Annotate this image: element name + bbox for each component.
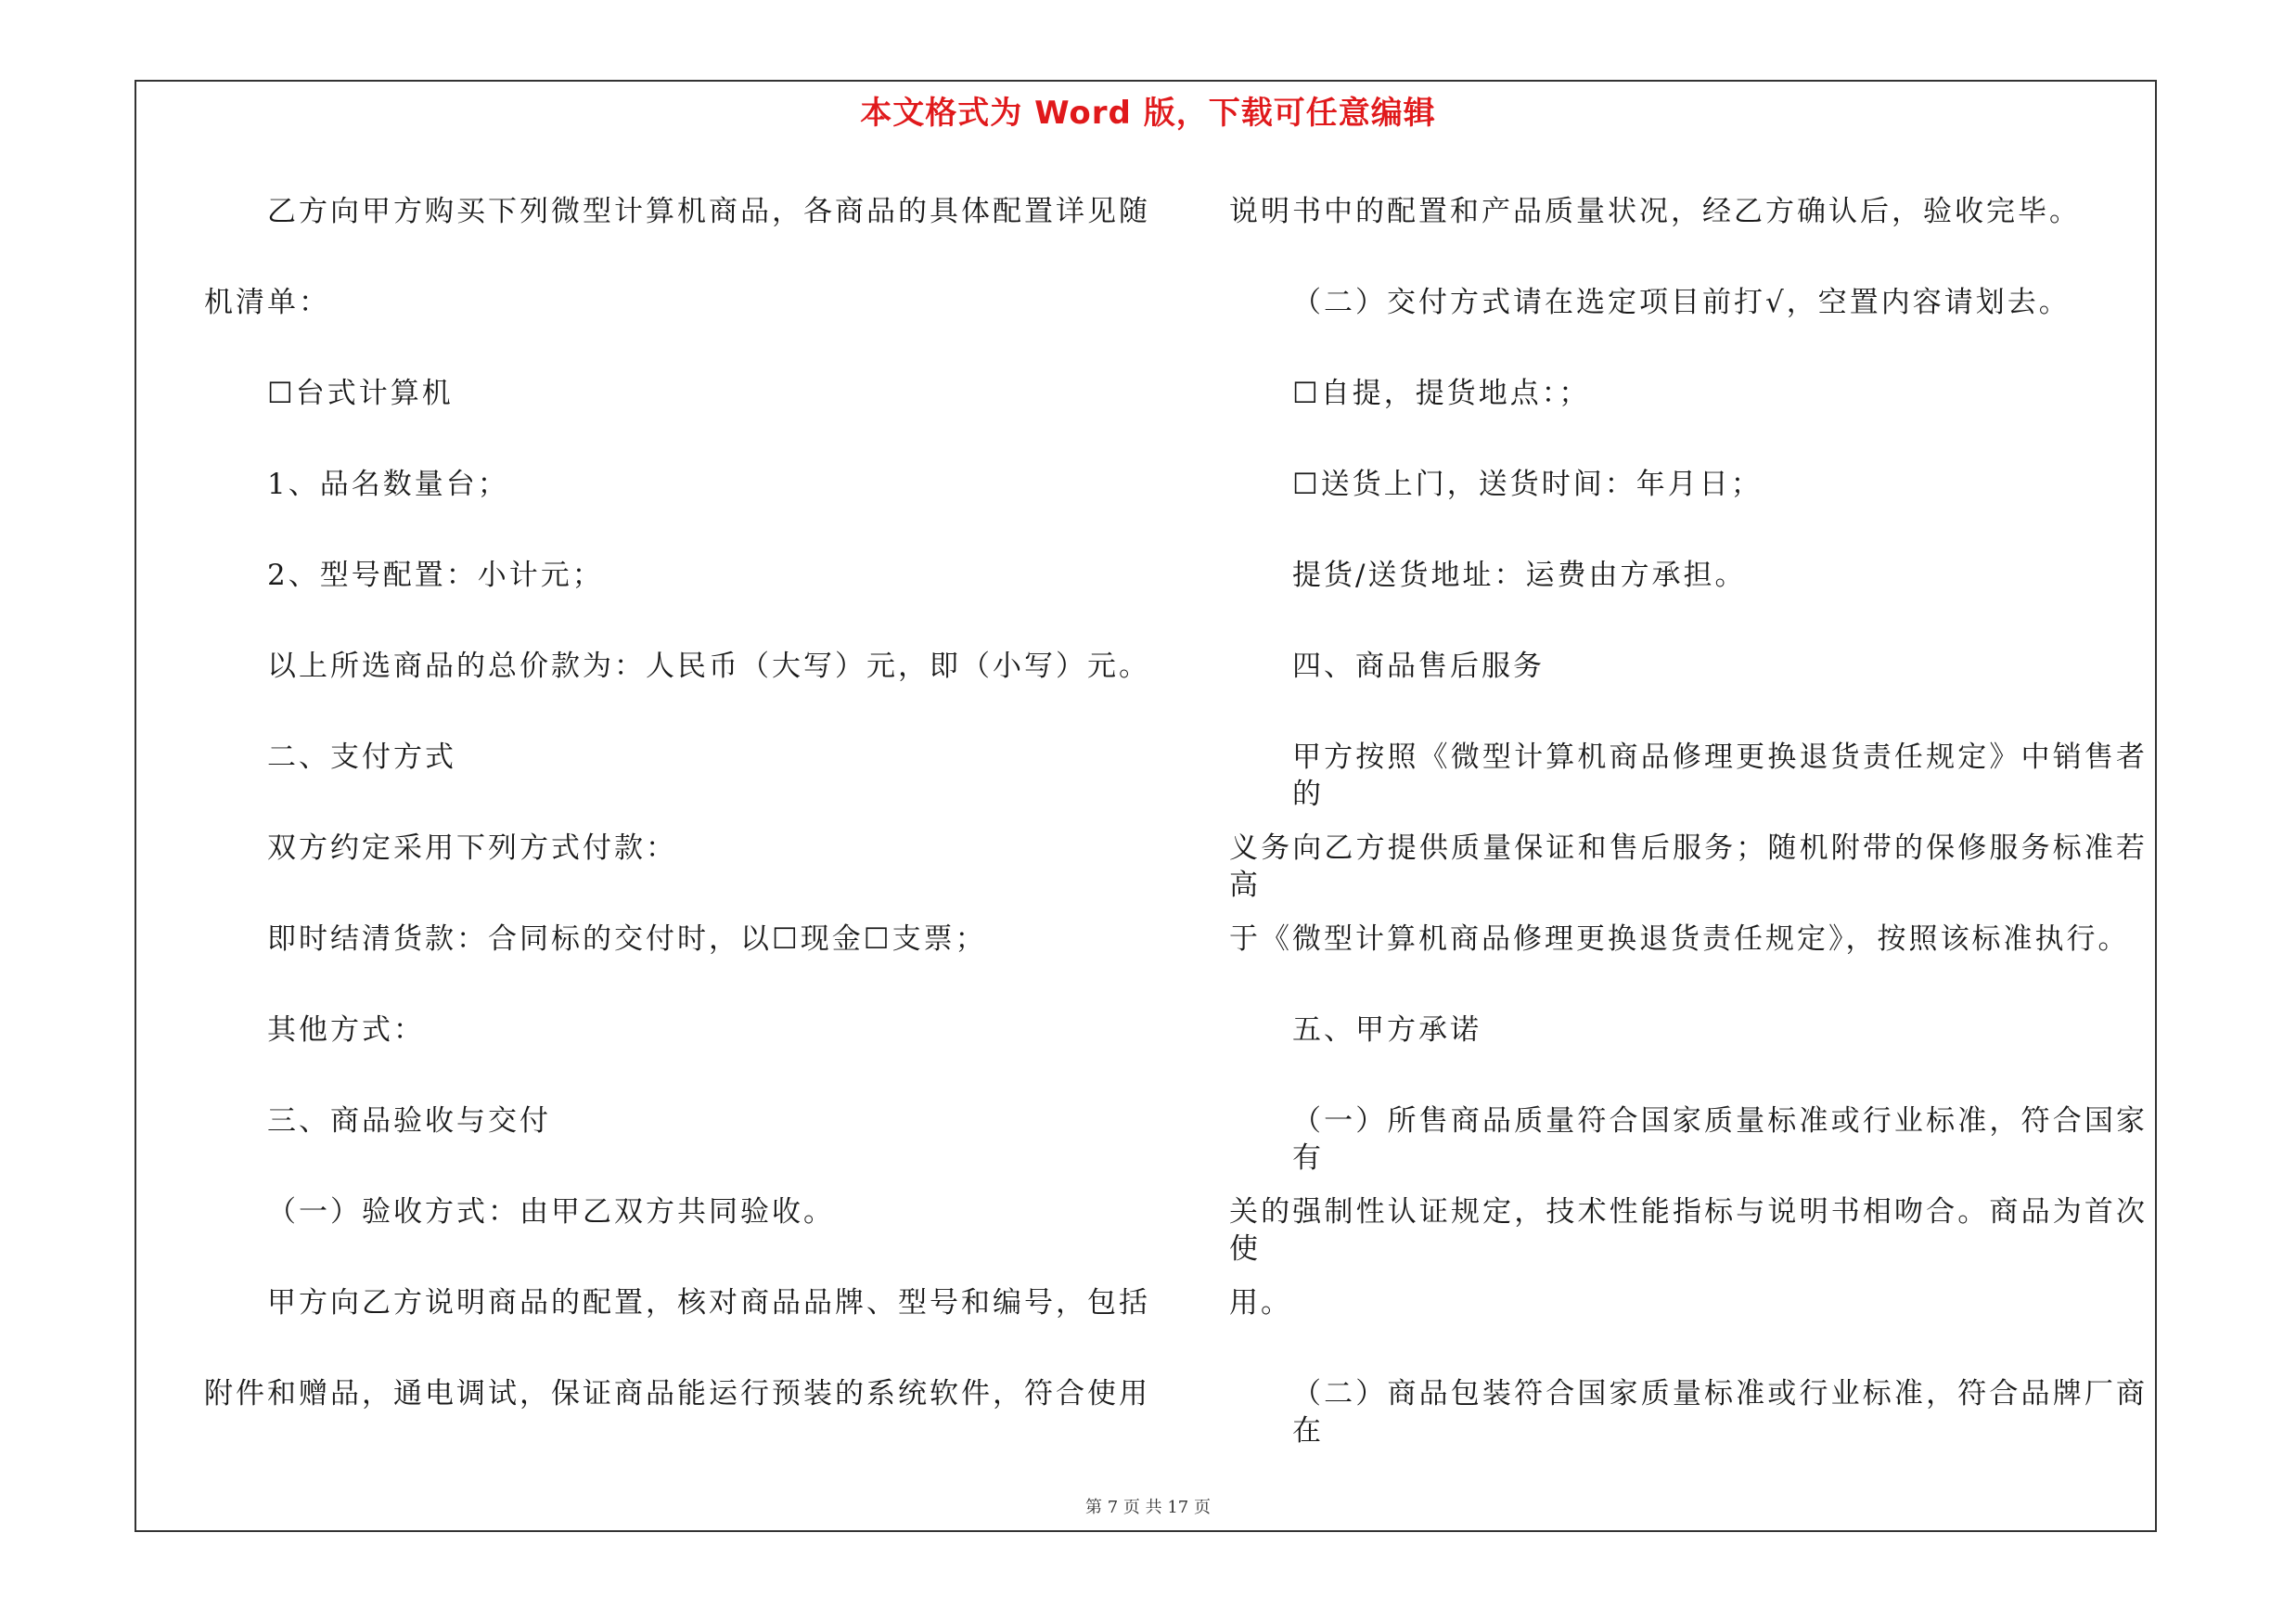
paragraph-line: 其他方式： (267, 1013, 425, 1047)
editable-format-banner: 本文格式为 Word 版，下载可任意编辑 (860, 95, 1436, 132)
paragraph-line: 说明书中的配置和产品质量状况，经乙方确认后，验收完毕。 (1229, 195, 2081, 228)
paragraph-line: 关的强制性认证规定，技术性能指标与说明书相吻合。商品为首次使 (1229, 1195, 2148, 1266)
paragraph-line: 义务向乙方提供质量保证和售后服务；随机附带的保修服务标准若高 (1229, 831, 2148, 902)
checkbox-item-delivery: ☐送货上门，送货时间：年月日； (1292, 468, 1763, 501)
paragraph-line: 1、品名数量台； (267, 468, 509, 501)
paragraph-line: 以上所选商品的总价款为：人民币（大写）元，即（小写）元。 (267, 650, 1150, 683)
paragraph-line: 机清单： (204, 286, 330, 319)
checkbox-item-pickup: ☐自提，提货地点：； (1292, 377, 1591, 410)
paragraph-line: （二）商品包装符合国家质量标准或行业标准，符合品牌厂商在 (1292, 1377, 2148, 1448)
paragraph-line: 附件和赠品，通电调试，保证商品能运行预装的系统软件，符合使用 (204, 1377, 1150, 1410)
paragraph-line: 双方约定采用下列方式付款： (267, 831, 677, 865)
paragraph-line: 2、型号配置：小计元； (267, 559, 604, 592)
paragraph-line: 甲方向乙方说明商品的配置，核对商品品牌、型号和编号，包括 (267, 1286, 1150, 1320)
paragraph-line: 甲方按照《微型计算机商品修理更换退货责任规定》中销售者的 (1292, 741, 2148, 811)
checkbox-item-desktop: ☐台式计算机 (267, 377, 454, 410)
paragraph-line: 用。 (1229, 1286, 1292, 1320)
paragraph-line: 于《微型计算机商品修理更换退货责任规定》，按照该标准执行。 (1229, 922, 2130, 956)
paragraph-line: （一）验收方式：由甲乙双方共同验收。 (267, 1195, 835, 1229)
paragraph-line: 乙方向甲方购买下列微型计算机商品，各商品的具体配置详见随 (267, 195, 1150, 228)
section-heading: 四、商品售后服务 (1292, 650, 1545, 683)
paragraph-line: 即时结清货款：合同标的交付时，以☐现金☐支票； (267, 922, 987, 956)
paragraph-line: 提货/送货地址：运费由方承担。 (1292, 559, 1747, 592)
section-heading: 三、商品验收与交付 (267, 1104, 551, 1138)
section-heading: 五、甲方承诺 (1292, 1013, 1481, 1047)
section-heading: 二、支付方式 (267, 741, 456, 774)
paragraph-line: （一）所售商品质量符合国家质量标准或行业标准，符合国家有 (1292, 1104, 2148, 1175)
paragraph-line: （二）交付方式请在选定项目前打√，空置内容请划去。 (1292, 286, 2071, 319)
page-number: 第 7 页 共 17 页 (1085, 1498, 1211, 1517)
